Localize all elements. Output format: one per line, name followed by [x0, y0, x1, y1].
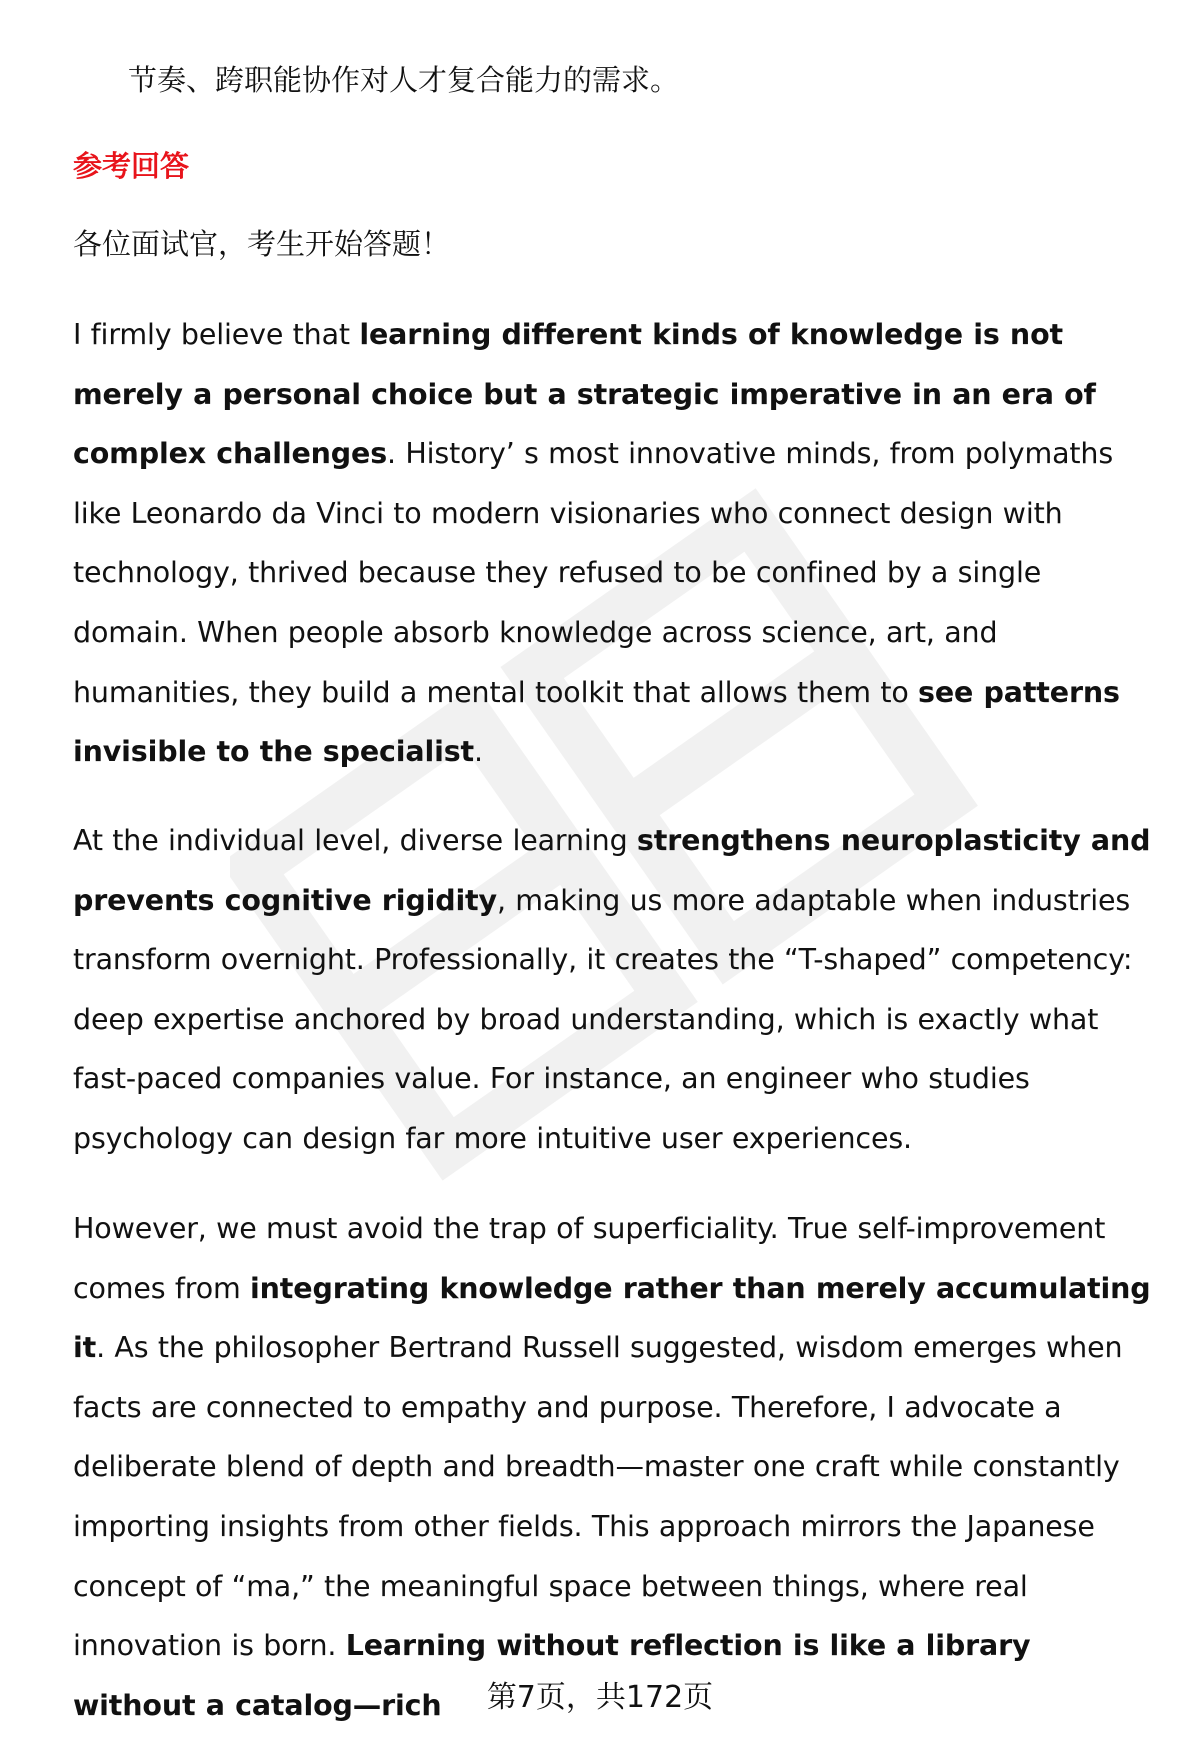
paragraph-emphasis: Learning without reflection is like a library without a catalog—rich [73, 1629, 1031, 1722]
paragraph-segment: . [474, 735, 483, 769]
answer-paragraph-1 [73, 305, 1158, 782]
paragraph-segment: . History’ s most innovative minds, from polymaths like Leonardo da Vinci to modern visionaries who connect design with technology, thrived because they refused to be confined by a single domain. When people absorb knowledge across science, art, and humanities, they build a mental toolkit that allows them to [73, 437, 1114, 709]
paragraph-segment: At the individual level, diverse learning [73, 824, 637, 857]
paragraph-emphasis: integrating knowledge rather than merely accumulating it [73, 1271, 1151, 1365]
answer-paragraph-3 [73, 1199, 1158, 1735]
paragraph-segment: , making us more adaptable when industries transform overnight. Professionally, it creates the “T-shaped” competency: deep expertise anchored by broad understanding, which is exactly what fast-paced companies value. For instance, an engineer who studies psychology can design far more intuitive user experiences. [73, 883, 1133, 1155]
answer-paragraph-2 [73, 811, 1158, 1169]
paragraph-emphasis: learning different kinds of knowledge is not merely a personal choice but a strategic imperative in an era of complex challenges [73, 318, 1096, 471]
intro-tail-text: 节奏、跨职能协作对人才复合能力的需求。 [128, 63, 680, 97]
paragraph-segment: However, we must avoid the trap of superficiality. True self-improvement comes from [73, 1212, 1106, 1305]
reference-answer-heading: 参考回答 [73, 149, 190, 183]
paragraph-segment: I firmly believe that [73, 318, 360, 351]
paragraph-emphasis: strengthens neuroplasticity and prevents cognitive rigidity [73, 824, 1151, 917]
paragraph-emphasis: see patterns invisible to the specialist [73, 675, 1120, 769]
greeting-text: 各位面试官，考生开始答题！ [73, 227, 451, 261]
paragraph-segment: . As the philosopher Bertrand Russell suggested, wisdom emerges when facts are connected to empathy and purpose. Therefore, I advocate a deliberate blend of depth and breadth—master one craft while constantly importing insights from other fields. This approach mirrors the Japanese concept of “ma,” the meaningful space between things, where real innovation is born. [73, 1331, 1123, 1663]
page-number-footer: 第7页，共172页 [486, 1680, 714, 1715]
